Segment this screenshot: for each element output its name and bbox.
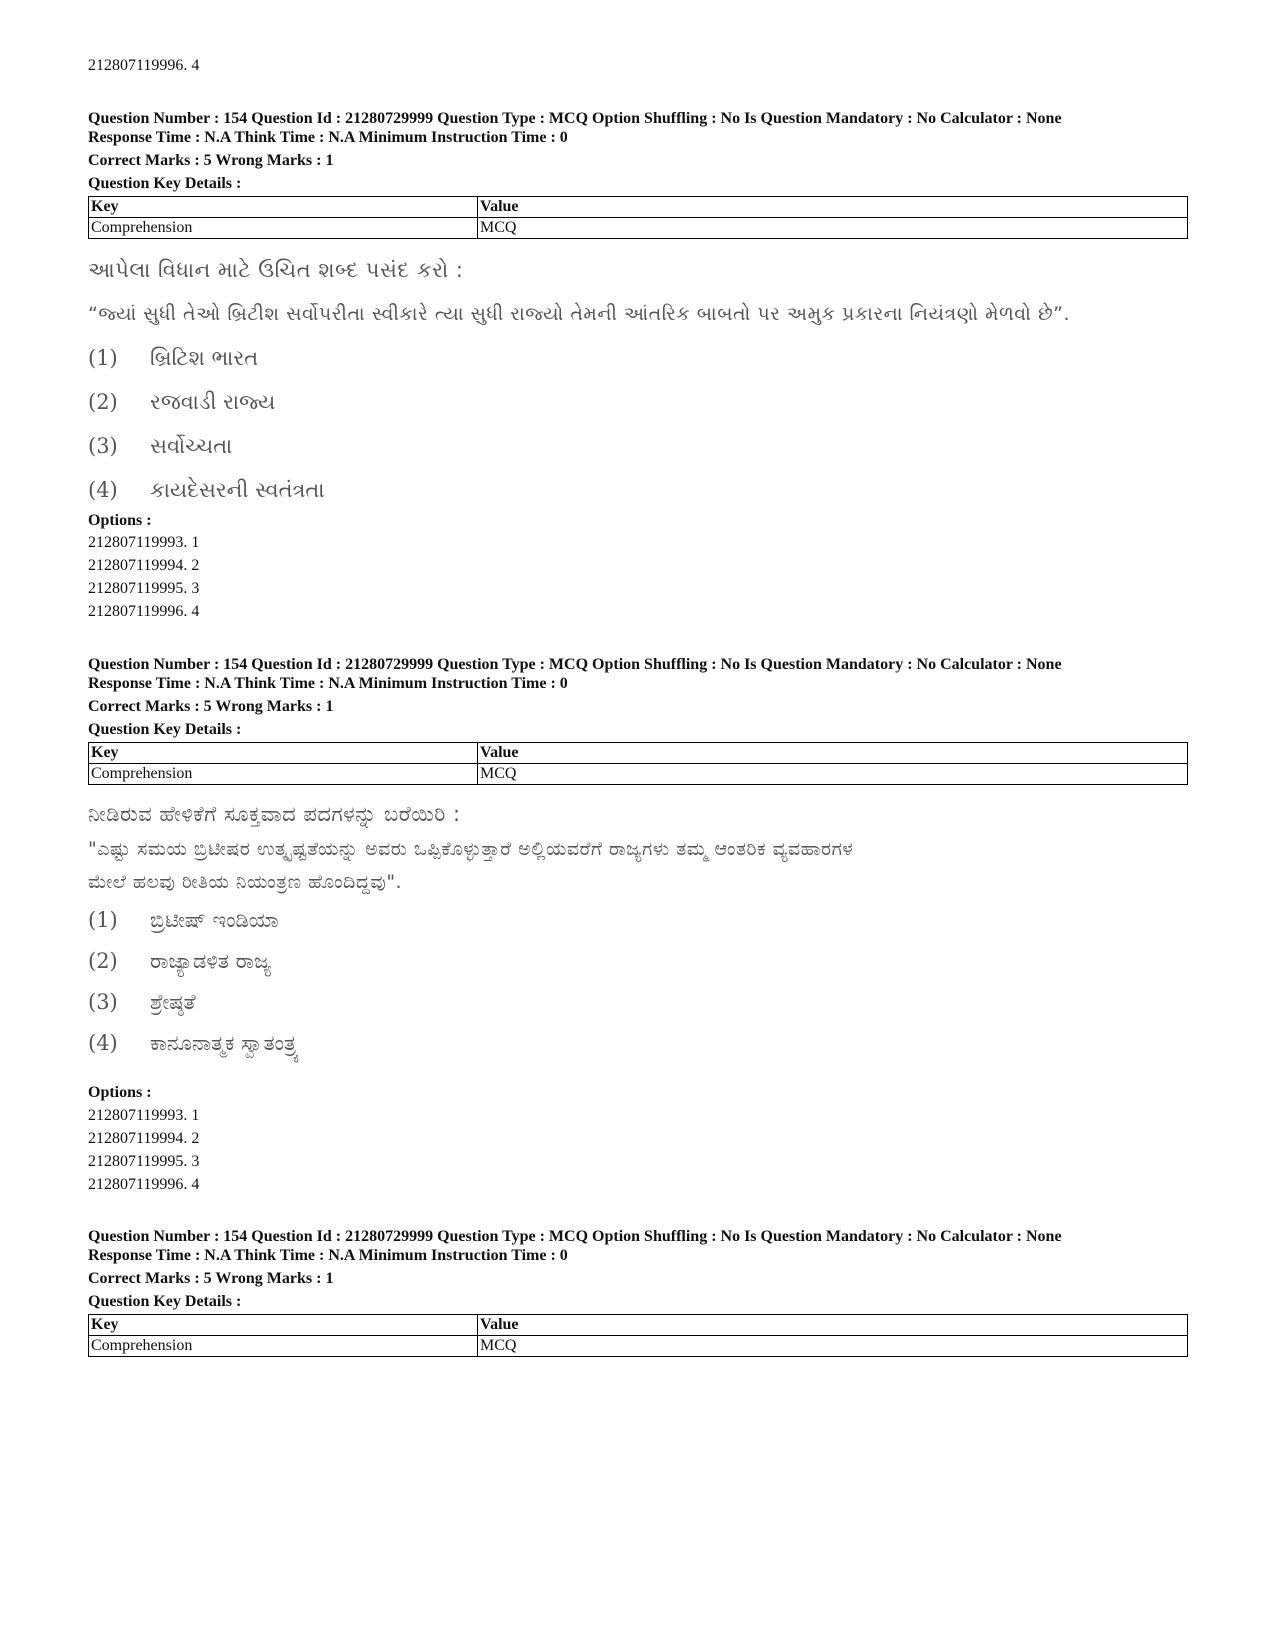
value-cell: MCQ — [478, 218, 1188, 239]
table-row — [89, 1336, 1188, 1357]
table-header-row — [89, 197, 1188, 218]
question-image-kannada — [88, 794, 853, 1064]
choice-text: કાયદેસરની સ્વતંત્રતા — [150, 478, 325, 502]
option-line: 212807119996. 4 — [88, 603, 200, 620]
choice-text: સર્વોચ્ચતા — [150, 434, 233, 458]
answer-choice — [88, 468, 1070, 512]
choice-number: (1) — [88, 908, 118, 932]
key-details-label: Question Key Details : — [88, 721, 242, 738]
value-cell: MCQ — [478, 1336, 1188, 1357]
key-cell: Comprehension — [89, 764, 478, 785]
question-timing: Response Time : N.A Think Time : N.A Minimum Instruction Time : 0 — [88, 675, 568, 692]
answer-choice — [88, 941, 853, 982]
choice-text: રજવાડી રાજ્ય — [150, 390, 276, 414]
key-header: Key — [89, 1315, 478, 1336]
option-line: 212807119995. 3 — [88, 1153, 200, 1170]
question-marks: Correct Marks : 5 Wrong Marks : 1 — [88, 1270, 334, 1287]
option-line: 212807119993. 1 — [88, 534, 200, 551]
question-instruction: આપેલા વિધાન માટે ઉચિત શબ્દ પસંદ કરો : — [88, 258, 464, 282]
choice-number: (2) — [88, 949, 118, 973]
key-details-table — [88, 196, 1188, 239]
choice-text: ಬ್ರಿಟೀಷ್ ಇಂಡಿಯಾ — [150, 908, 279, 932]
question-image-gujarati — [88, 248, 1070, 512]
table-header-row — [89, 1315, 1188, 1336]
choice-number: (4) — [88, 478, 118, 502]
key-details-label: Question Key Details : — [88, 1293, 242, 1310]
value-header: Value — [478, 197, 1188, 218]
question-header: Question Number : 154 Question Id : 21280729999 Question Type : MCQ Option Shuffling : No Is Question Mandatory : No Calculator : None — [88, 1228, 1062, 1245]
options-label: Options : — [88, 1084, 152, 1101]
option-line: 212807119996. 4 — [88, 1176, 200, 1193]
question-statement: "ಎಷ್ಟು ಸಮಯ ಬ್ರಿಟೀಷರ ಉತ್ಕೃಷ್ಟತೆಯನ್ನು ಅವರು ಒಪ್ಪಿಕೊಳ್ಳುತ್ತಾರೆ ಅಲ್ಲಿಯವರೆಗೆ ರಾಜ್ಯಗಳು ತಮ್ಮ ಆಂತರಿಕ ವ್ಯವಹಾರಗಳ — [88, 838, 854, 860]
value-header: Value — [478, 1315, 1188, 1336]
option-line: 212807119994. 2 — [88, 557, 200, 574]
option-line: 212807119994. 2 — [88, 1130, 200, 1147]
key-header: Key — [89, 197, 478, 218]
question-statement: “જ્યાં સુધી તેઓ બ્રિટીશ સર્વોપરીતા સ્વીકારે ત્યા સુધી રાજ્યો તેમની આંતરિક બાબતો પર અમુક પ્રકારના નિયંત્રણો મેળવો છે”. — [88, 303, 1071, 325]
table-row — [89, 218, 1188, 239]
choice-number: (3) — [88, 434, 118, 458]
choice-text: બ્રિટિશ ભારત — [150, 346, 259, 370]
key-header: Key — [89, 743, 478, 764]
key-details-table — [88, 1314, 1188, 1357]
option-line: 212807119995. 3 — [88, 580, 200, 597]
answer-choice — [88, 900, 853, 941]
question-timing: Response Time : N.A Think Time : N.A Minimum Instruction Time : 0 — [88, 1247, 568, 1264]
options-label: Options : — [88, 512, 152, 529]
answer-choice — [88, 424, 1070, 468]
choice-text: ಕಾನೂನಾತ್ಮಕ ಸ್ವಾತಂತ್ರ್ಯ — [150, 1031, 300, 1055]
value-cell: MCQ — [478, 764, 1188, 785]
question-instruction: ನೀಡಿರುವ ಹೇಳಿಕೆಗೆ ಸೂಕ್ತವಾದ ಪದಗಳನ್ನು ಬರೆಯಿರಿ : — [88, 802, 461, 826]
choice-number: (3) — [88, 990, 118, 1014]
choice-text: ರಾಜ್ಯಾಡಳಿತ ರಾಜ್ಯ — [150, 949, 272, 973]
question-marks: Correct Marks : 5 Wrong Marks : 1 — [88, 152, 334, 169]
value-header: Value — [478, 743, 1188, 764]
question-marks: Correct Marks : 5 Wrong Marks : 1 — [88, 698, 334, 715]
question-header: Question Number : 154 Question Id : 21280729999 Question Type : MCQ Option Shuffling : No Is Question Mandatory : No Calculator : None — [88, 656, 1062, 673]
question-timing: Response Time : N.A Think Time : N.A Minimum Instruction Time : 0 — [88, 129, 568, 146]
question-header: Question Number : 154 Question Id : 21280729999 Question Type : MCQ Option Shuffling : No Is Question Mandatory : No Calculator : None — [88, 110, 1062, 127]
option-line: 212807119996. 4 — [88, 57, 200, 74]
key-cell: Comprehension — [89, 1336, 478, 1357]
key-details-table — [88, 742, 1188, 785]
answer-choice — [88, 380, 1070, 424]
option-line: 212807119993. 1 — [88, 1107, 200, 1124]
key-details-label: Question Key Details : — [88, 175, 242, 192]
table-header-row — [89, 743, 1188, 764]
question-statement-cont: ಮೇಲೆ ಹಲವು ರೀತಿಯ ನಿಯಂತ್ರಣ ಹೊಂದಿದ್ದವು". — [88, 871, 403, 893]
answer-choice — [88, 982, 853, 1023]
answer-choice — [88, 1023, 853, 1064]
table-row — [89, 764, 1188, 785]
choice-text: ಶ್ರೇಷ್ಠತೆ — [150, 990, 196, 1014]
key-cell: Comprehension — [89, 218, 478, 239]
choice-number: (2) — [88, 390, 118, 414]
answer-choice — [88, 336, 1070, 380]
choice-number: (1) — [88, 346, 118, 370]
choice-number: (4) — [88, 1031, 118, 1055]
